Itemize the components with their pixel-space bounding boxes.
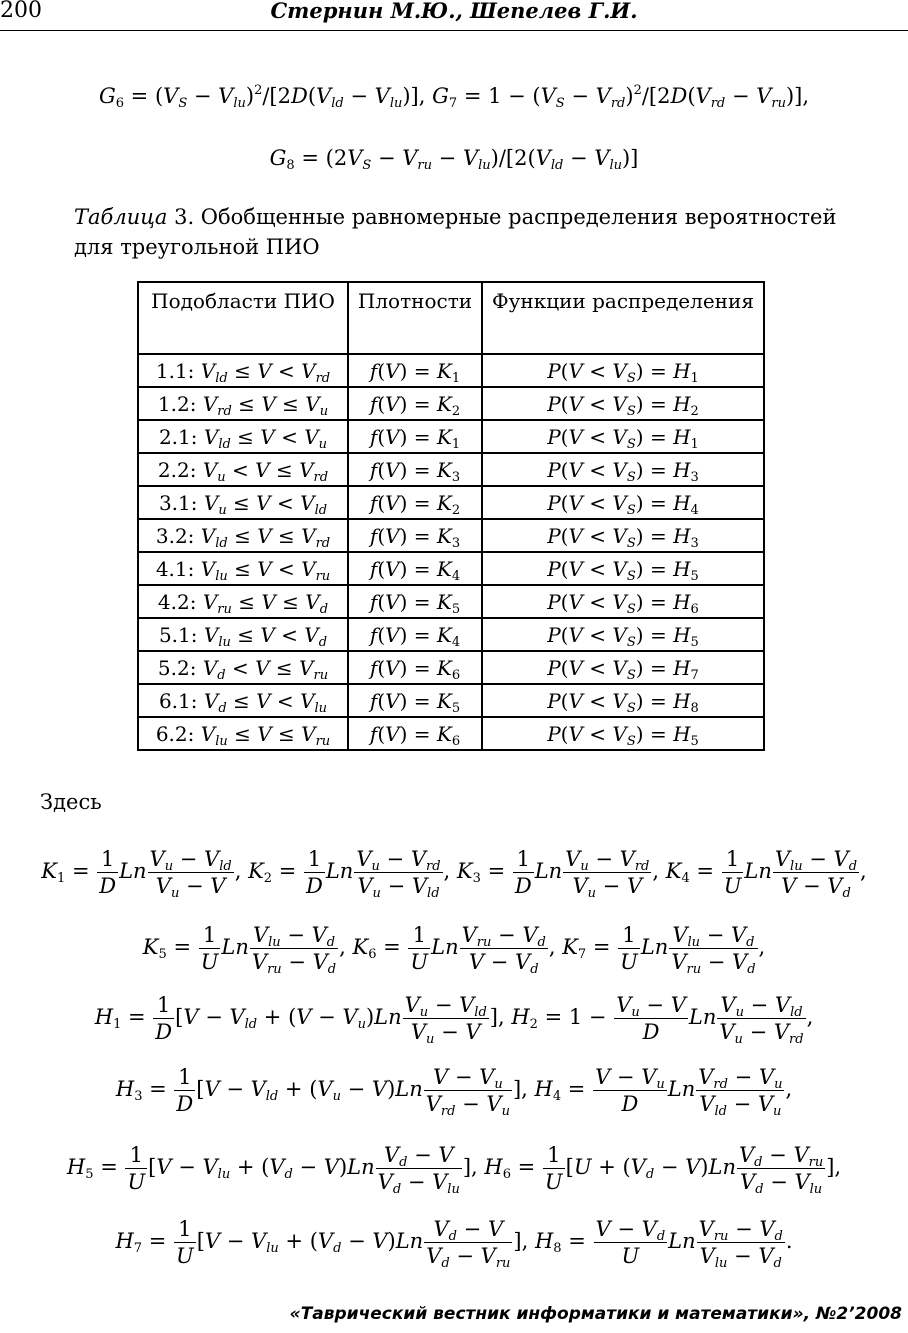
distribution-table (137, 281, 765, 751)
region-cell: 2.1: $V_{ld} \le V < V_u$ (138, 420, 348, 453)
equation-h1-h2: $H_1$ = $\frac{1}{D}$ [$V - V_{ld} + (V - V_u)Ln$ $\frac{V_u - V_{ld}}{V_u - V}$ ], $H_2 = 1$ − $\frac{V_u - V}{D}$ Ln $\frac{V_u - V_{ld}}{V_u - V_{rd}}$ , (94, 993, 814, 1047)
density-cell: $f(V) = K_3$ (348, 519, 482, 552)
region-id: 2.2 (157, 457, 190, 482)
page-number: 200 (0, 0, 42, 23)
region-id: 1.2 (157, 391, 190, 416)
region-cell: 4.1: $V_{lu} \le V < V_{ru}$ (138, 552, 348, 585)
region-cell: 1.2: $V_{rd} \le V \le V_u$ (138, 387, 348, 420)
region-id: 4.1 (155, 556, 188, 581)
region-cell: 1.1: $V_{ld} \le V < V_{rd}$ (138, 354, 348, 387)
density-cell: $f(V) = K_6$ (348, 651, 482, 684)
column-header-densities: Плотности (348, 282, 482, 354)
region-cell: 3.1: $V_u \le V < V_{ld}$ (138, 486, 348, 519)
distribution-cell: $P(V < V_S) = H_3$ (482, 453, 764, 486)
distribution-cell: $P(V < V_S) = H_3$ (482, 519, 764, 552)
region-id: 6.2 (155, 721, 188, 746)
distribution-cell: $P(V < V_S) = H_5$ (482, 552, 764, 585)
table-caption (74, 202, 874, 262)
equation-k5-k7: $K_5$ = $\frac{1}{U}$ Ln $\frac{V_{lu} - V_d}{V_{ru} - V_d}$ , $K_6$ = $\frac{1}{U}$ Ln $\frac{V_{ru} - V_d}{V - V_d}$ , $K_7$ = $\frac{1}{U}$ Ln $\frac{V_{lu} - V_d}{V_{ru} - V_d}$ , (142, 923, 766, 977)
region-cell: 6.2: $V_{lu} \le V \le V_{ru}$ (138, 717, 348, 750)
region-id: 6.1 (158, 688, 191, 713)
table-row (138, 717, 764, 750)
equation-h5-h6: $H_5$ = $\frac{1}{U}$ [$V - V_{lu} + (V_d - V)Ln$ $\frac{V_d - V}{V_d - V_{lu}}$ ], $H_6$ = $\frac{1}{U}$ [$U + (V_d - V)Ln$ $\frac{V_d - V_{ru}}{V_d - V_{lu}}$ ], (66, 1143, 842, 1197)
density-cell: $f(V) = K_5$ (348, 684, 482, 717)
here-label: Здесь (40, 790, 102, 814)
region-cell: 6.1: $V_d \le V < V_{lu}$ (138, 684, 348, 717)
equation-h7-h8: $H_7$ = $\frac{1}{U}$ [$V - V_{lu} + (V_d - V)Ln$ $\frac{V_d - V}{V_d - V_{ru}}$ ], $H_8$ = $\frac{V - V_d}{U}$ Ln $\frac{V_{ru} - V_d}{V_{lu} - V_d}$ . (115, 1217, 793, 1271)
running-header-authors: Стернин М.Ю., Шепелев Г.И. (270, 0, 638, 23)
region-id: 1.1 (155, 358, 188, 383)
table-row (138, 684, 764, 717)
journal-footer: «Таврический вестник информатики и математики», №2’2008 (289, 1304, 902, 1324)
column-header-distribution-functions: Функции распределения (482, 282, 764, 354)
header-rule (0, 30, 908, 31)
distribution-cell: $P(V < V_S) = H_2$ (482, 387, 764, 420)
density-cell: $f(V) = K_2$ (348, 486, 482, 519)
distribution-cell: $P(V < V_S) = H_5$ (482, 717, 764, 750)
table-row (138, 585, 764, 618)
distribution-cell: $P(V < V_S) = H_5$ (482, 618, 764, 651)
table-row (138, 354, 764, 387)
density-cell: $f(V) = K_3$ (348, 453, 482, 486)
table-row (138, 519, 764, 552)
region-cell: 3.2: $V_{ld} \le V \le V_{rd}$ (138, 519, 348, 552)
region-id: 5.1 (158, 622, 191, 647)
density-cell: $f(V) = K_4$ (348, 618, 482, 651)
region-id: 5.2 (157, 655, 190, 680)
table-row (138, 651, 764, 684)
distribution-cell: $P(V < V_S) = H_1$ (482, 354, 764, 387)
distribution-cell: $P(V < V_S) = H_1$ (482, 420, 764, 453)
region-id: 3.1 (158, 490, 191, 515)
distribution-cell: $P(V < V_S) = H_6$ (482, 585, 764, 618)
region-cell: 4.2: $V_{ru} \le V \le V_d$ (138, 585, 348, 618)
density-cell: $f(V) = K_1$ (348, 354, 482, 387)
column-header-regions: Подобласти ПИО (138, 282, 348, 354)
table-row (138, 552, 764, 585)
equation-g8: $G_8 = (2V_S - V_{ru} - V_{lu})/[2(V_{ld} - V_{lu})]$ (269, 146, 639, 173)
equation-k1-k4: $K_1$ = $\frac{1}{D}$ Ln $\frac{V_u - V_{ld}}{V_u - V}$ , $K_2$ = $\frac{1}{D}$ Ln $\frac{V_u - V_{rd}}{V_u - V_{ld}}$ , $K_3$ = $\frac{1}{D}$ Ln $\frac{V_u - V_{rd}}{V_u - V}$ , $K_4$ = $\frac{1}{U}$ Ln $\frac{V_{lu} - V_d}{V - V_d}$ , (41, 847, 867, 901)
table-row (138, 387, 764, 420)
region-id: 2.1 (158, 424, 191, 449)
density-cell: $f(V) = K_2$ (348, 387, 482, 420)
density-cell: $f(V) = K_5$ (348, 585, 482, 618)
table-row (138, 420, 764, 453)
density-cell: $f(V) = K_1$ (348, 420, 482, 453)
region-id: 4.2 (157, 589, 190, 614)
equation-h3-h4: $H_3$ = $\frac{1}{D}$ [$V - V_{ld} + (V_u - V)Ln$ $\frac{V - V_u}{V_{rd} - V_u}$ ], $H_4$ = $\frac{V - V_u}{D}$ Ln $\frac{V_{rd} - V_u}{V_{ld} - V_u}$ , (115, 1065, 793, 1119)
density-cell: $f(V) = K_4$ (348, 552, 482, 585)
caption-text: 3. Обобщенные равномерные распределения вероятностей для треугольной ПИО (74, 205, 837, 259)
region-cell: 5.1: $V_{lu} \le V < V_d$ (138, 618, 348, 651)
region-id: 3.2 (155, 523, 188, 548)
table-row (138, 453, 764, 486)
region-cell: 5.2: $V_d < V \le V_{ru}$ (138, 651, 348, 684)
equation-g6-g7: $G_6 = (V_S - V_{lu})^2/[2D(V_{ld} - V_{lu})]$, $G_7 = 1 - (V_S - V_{rd})^2/[2D(V_{rd} - V_{ru})]$, (98, 83, 810, 111)
distribution-cell: $P(V < V_S) = H_4$ (482, 486, 764, 519)
distribution-cell: $P(V < V_S) = H_7$ (482, 651, 764, 684)
caption-label: Таблица (74, 205, 168, 229)
table-row (138, 618, 764, 651)
table-row (138, 486, 764, 519)
density-cell: $f(V) = K_6$ (348, 717, 482, 750)
distribution-cell: $P(V < V_S) = H_8$ (482, 684, 764, 717)
region-cell: 2.2: $V_u < V \le V_{rd}$ (138, 453, 348, 486)
